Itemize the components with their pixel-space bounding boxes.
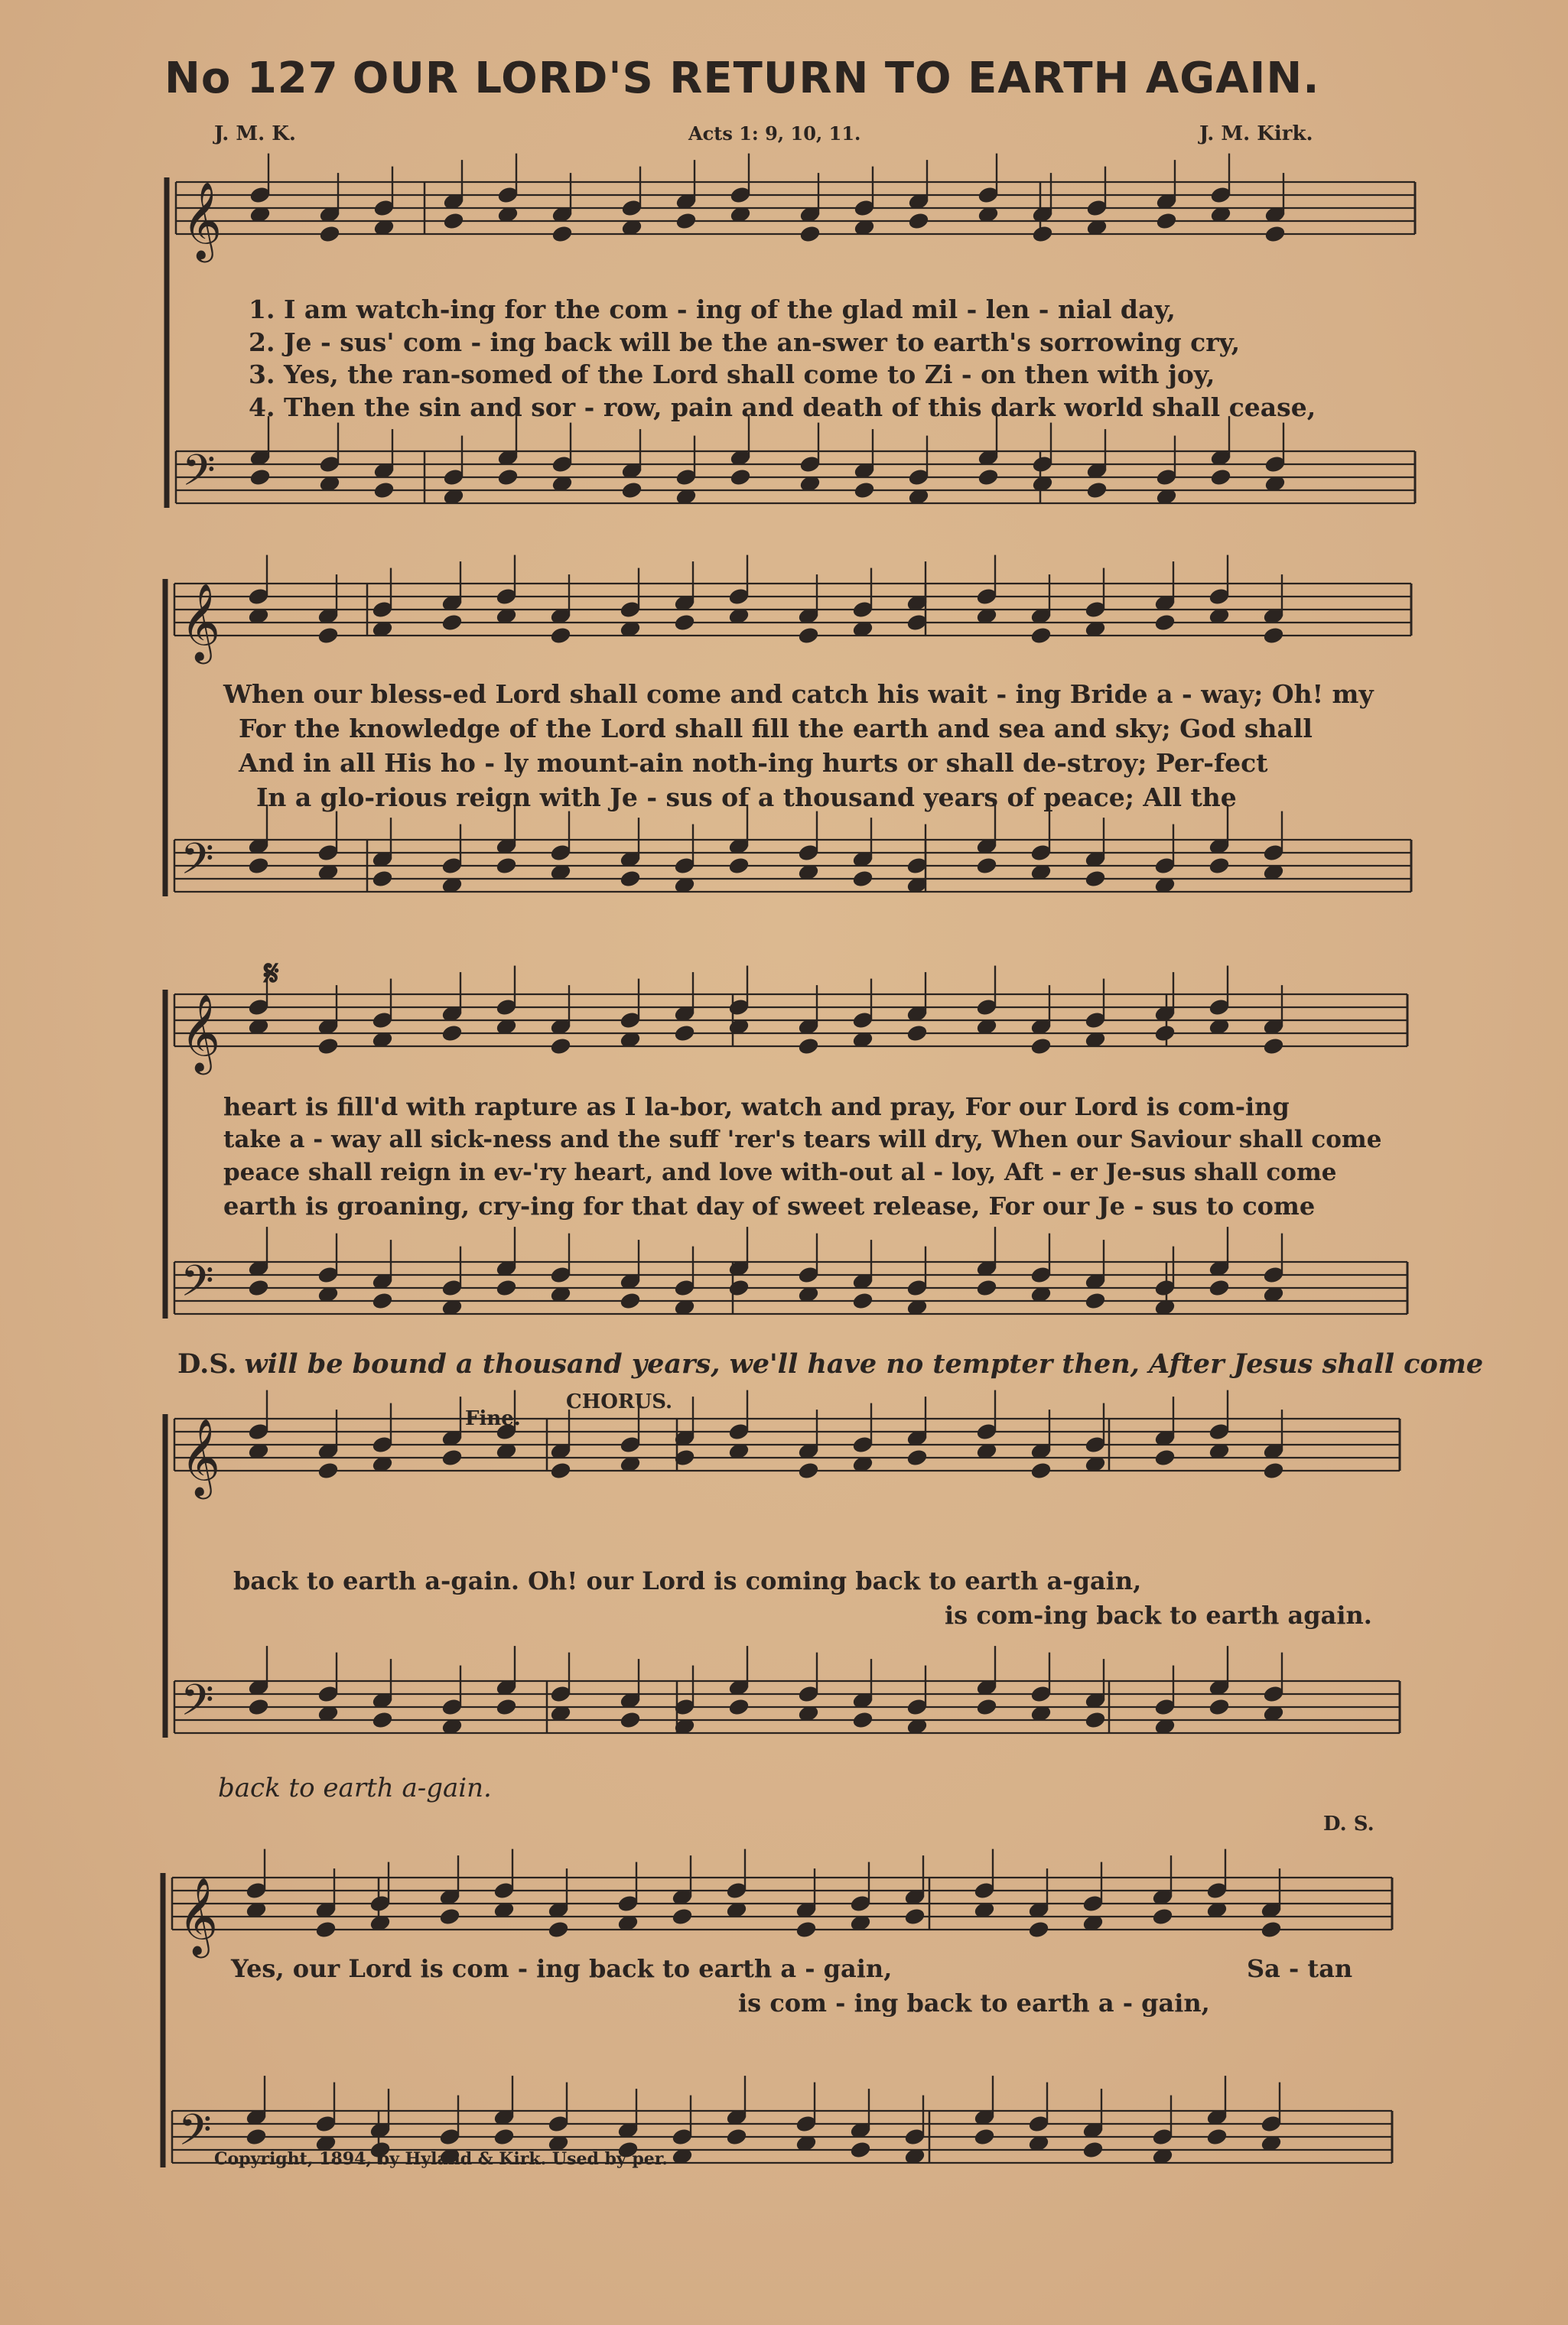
note-head [904,1907,926,1926]
note-head [548,1920,569,1939]
note-head [249,468,271,486]
music-symbol: 𝄢 [181,834,214,895]
note-head [248,1698,269,1716]
note-head [1086,481,1108,499]
note-head [852,870,873,888]
note-head [1085,1711,1106,1729]
note-head [1156,212,1177,230]
note-head [976,1698,997,1716]
final-lyric-line2: is com - ing back to earth a - gain, [738,1988,1210,2018]
music-by-credit: J. M. Kirk. [1199,122,1313,145]
system2-verse4: In a glo-rious reign with Je - sus of a thousand years of peace; All the [256,782,1237,812]
note-head [1263,1462,1284,1480]
music-symbol: 𝄢 [181,1257,214,1317]
note-head [317,1037,339,1055]
chorus-lyric-line1: back to earth a-gain. Oh! our Lord is coming back to earth a-gain, [233,1566,1142,1595]
note-head [1152,1907,1173,1926]
note-head [1263,626,1284,645]
note-head [728,1698,750,1716]
note-head [798,626,819,645]
note-head [672,1907,693,1926]
note-head [1030,626,1052,645]
system2-verse1: When our bless-ed Lord shall come and catch his wait - ing Bride a - way; Oh! my [223,679,1374,709]
note-head [1028,1920,1049,1939]
music-symbol: 𝄢 [178,2106,212,2166]
note-head [675,212,697,230]
note-head [441,1024,463,1042]
note-head [1085,870,1106,888]
note-head [1154,613,1176,632]
words-by-credit: J. M. K. [214,122,296,145]
note-head [248,1279,269,1297]
note-head [978,468,999,486]
note-head [906,1024,928,1042]
note-head [1085,1292,1106,1310]
system2-verse2: For the knowledge of the Lord shall fill the earth and sea and sky; God shall [239,714,1313,743]
note-head [493,2128,515,2146]
segno-mark: 𝄋 [264,952,279,993]
ds-text: will be bound a thousand years, we'll have no tempter then, After Jesus shall come [244,1348,1484,1380]
note-head [854,481,875,499]
note-head [441,613,463,632]
note-head [852,1711,873,1729]
note-head [1261,1920,1282,1939]
ds-mark: D.S. [177,1348,237,1380]
note-head [620,1292,641,1310]
music-symbol: 𝄞 [181,1417,221,1496]
chorus-label: CHORUS. [566,1390,673,1413]
music-symbol: 𝄞 [181,582,221,661]
note-head [496,1279,517,1297]
note-head [730,468,751,486]
fine-label: Fine. [465,1407,521,1430]
ds-label: D. S. [1323,1813,1374,1836]
note-head [1030,1462,1052,1480]
note-head [674,1024,695,1042]
note-head [976,1279,997,1297]
system2-verse3: And in all His ho - ly mount-ain noth-ing hurts or shall de-stroy; Per-fect [239,748,1268,778]
note-head [799,225,821,243]
note-head [1030,1037,1052,1055]
note-head [1154,1024,1176,1042]
scripture-reference: Acts 1: 9, 10, 11. [688,122,861,145]
note-head [976,857,997,875]
note-head [372,1711,393,1729]
note-head [246,2128,267,2146]
note-head [1209,857,1230,875]
hymn-number: No 127 [164,54,339,103]
note-head [728,857,750,875]
note-head [1154,1449,1176,1467]
note-head [850,2141,871,2159]
note-head [852,1292,873,1310]
note-head [674,613,695,632]
music-symbol: 𝄞 [181,993,221,1071]
music-symbol: 𝄞 [182,180,223,259]
final-lyric-line1b: Sa - tan [1247,1954,1353,1983]
note-head [551,225,573,243]
note-head [550,1462,571,1480]
dal-segno-lyric-line [177,1348,1483,1380]
system3-verse2: take a - way all sick-ness and the suff 'rer's tears will dry, When our Saviour shall come [223,1126,1382,1153]
system1-verse4: 4. Then the sin and sor - row, pain and death of this dark world shall cease, [249,392,1316,422]
note-head [1082,2141,1104,2159]
music-symbol: 𝄢 [182,446,216,506]
note-head [439,1907,460,1926]
note-head [1263,1037,1284,1055]
note-head [906,1449,928,1467]
music-symbol: 𝄞 [178,1876,219,1955]
system3-verse4: earth is groaning, cry-ing for that day of sweet release, For our Je - sus to come [223,1192,1316,1221]
note-head [974,2128,995,2146]
chorus-lyric-line2: is com-ing back to earth again. [945,1601,1372,1630]
note-head [550,626,571,645]
note-head [1206,2128,1228,2146]
note-head [550,1037,571,1055]
note-head [373,481,395,499]
note-head [372,870,393,888]
note-head [795,1920,817,1939]
system1-verse1: 1. I am watch-ing for the com - ing of the glad mil - len - nial day, [249,294,1176,324]
note-head [1209,1698,1230,1716]
note-head [798,1462,819,1480]
note-head [441,1449,463,1467]
music-symbol: 𝄢 [181,1676,214,1736]
system3-verse3: peace shall reign in ev-'ry heart, and love with-out al - loy, Aft - er Je-sus shall come [223,1159,1337,1186]
copyright-notice: Copyright, 1894, by Hyland & Kirk. Used by per. [214,2149,668,2169]
note-head [621,481,642,499]
note-head [1209,1279,1230,1297]
system3-verse1: heart is fill'd with rapture as I la-bor, watch and pray, For our Lord is com-ing [223,1092,1290,1121]
note-head [908,212,929,230]
note-head [1264,225,1286,243]
note-head [248,857,269,875]
note-head [317,1462,339,1480]
note-head [443,212,464,230]
note-head [798,1037,819,1055]
note-head [497,468,519,486]
hymn-title: OUR LORD'S RETURN TO EARTH AGAIN. [352,54,1320,103]
note-head [620,1711,641,1729]
note-head [319,225,340,243]
chorus-bass-lyric: back to earth a-gain. [218,1773,492,1803]
note-head [620,870,641,888]
note-head [315,1920,337,1939]
note-head [372,1292,393,1310]
system1-verse2: 2. Je - sus' com - ing back will be the an-swer to earth's sorrowing cry, [249,327,1241,357]
system1-verse3: 3. Yes, the ran-somed of the Lord shall come to Zi - on then with joy, [249,359,1215,389]
note-head [728,1279,750,1297]
note-head [1032,225,1053,243]
note-head [317,626,339,645]
note-head [496,857,517,875]
note-head [726,2128,747,2146]
note-head [496,1698,517,1716]
note-head [1210,468,1231,486]
final-lyric-line1: Yes, our Lord is com - ing back to earth a - gain, [231,1954,893,1983]
